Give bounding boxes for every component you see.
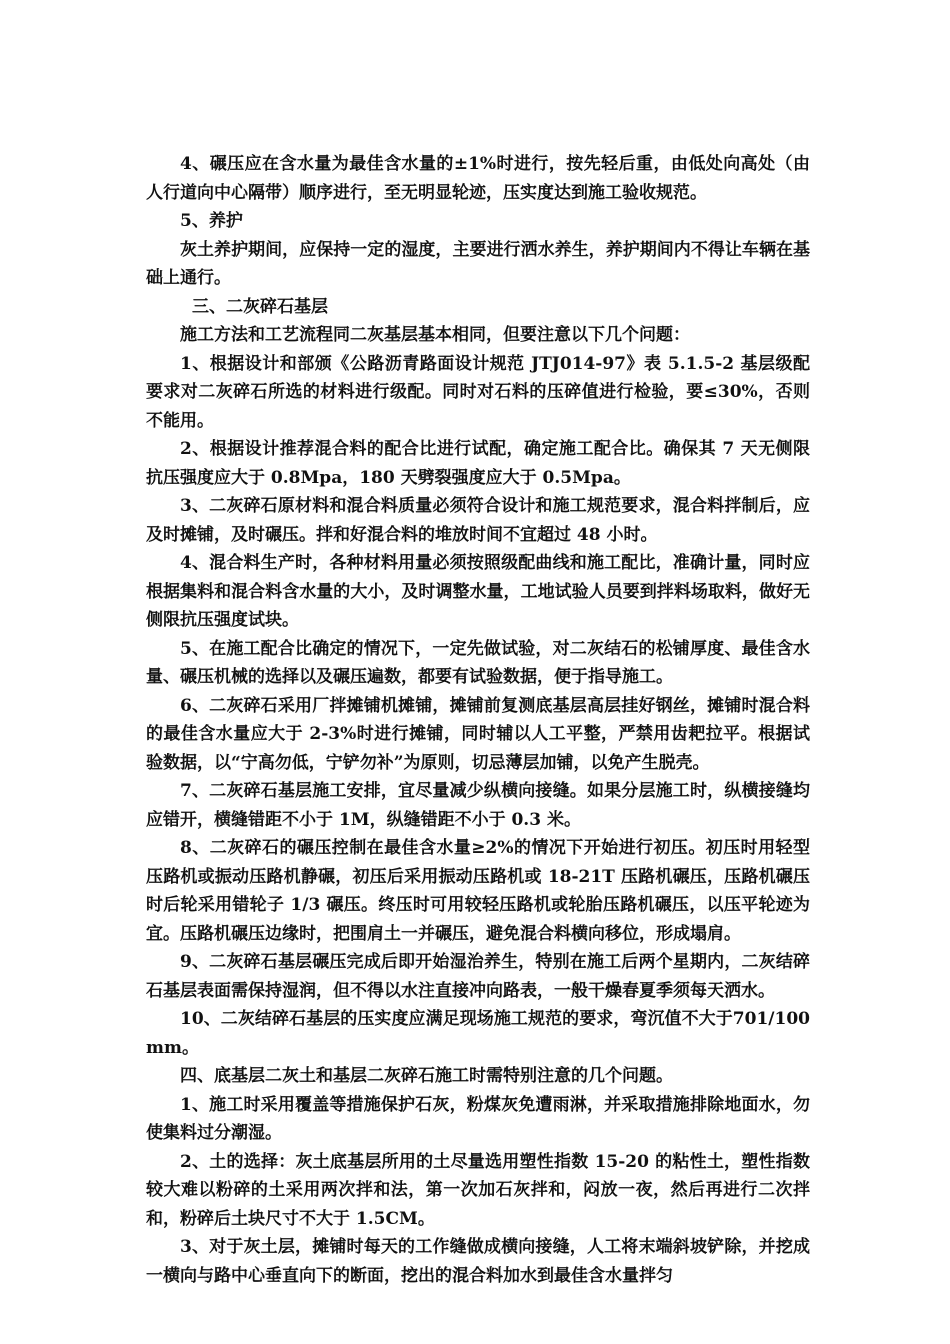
paragraph-note-1: 1、施工时采用覆盖等措施保护石灰，粉煤灰免遭雨淋，并采取措施排除地面水，勿使集料过分潮湿。 xyxy=(146,1094,810,1143)
document-body xyxy=(146,150,810,1290)
paragraph-curing: 灰土养护期间，应保持一定的湿度，主要进行洒水养生，养护期间内不得让车辆在基础上通行。 xyxy=(146,239,810,288)
paragraph-item-10: 10、二灰结碎石基层的压实度应满足现场施工规范的要求，弯沉值不大于701/100mm。 xyxy=(146,1009,810,1058)
paragraph-note-3: 3、对于灰土层，摊铺时每天的工作缝做成横向接缝，人工将末端斜坡铲除，并挖成一横向与路中心垂直向下的断面，挖出的混合料加水到最佳含水量拌匀 xyxy=(146,1237,810,1286)
paragraph-item-2: 2、根据设计推荐混合料的配合比进行试配，确定施工配合比。确保其 7 天无侧限抗压强度应大于 0.8Mpa，180 天劈裂强度应大于 0.5Mpa。 xyxy=(146,439,810,488)
paragraph-item-9: 9、二灰碎石基层碾压完成后即开始湿治养生，特别在施工后两个星期内，二灰结碎石基层表面需保持湿润，但不得以水注直接冲向路表，一般干燥春夏季须每天洒水。 xyxy=(146,952,810,1001)
section-heading-3: 三、二灰碎石基层 xyxy=(192,296,328,317)
paragraph-item-6: 6、二灰碎石采用厂拌摊铺机摊铺，摊铺前复测底基层高层挂好钢丝，摊铺时混合料的最佳含水量应大于 2-3%时进行摊铺，同时辅以人工平整，严禁用齿耙拉平。根据试验数据，以“宁高勿低，宁铲勿补”为原则，切忌薄层加铺，以免产生脱壳。 xyxy=(146,695,810,773)
paragraph-intro: 施工方法和工艺流程同二灰基层基本相同，但要注意以下几个问题： xyxy=(180,325,690,345)
paragraph-curing-heading: 5、养护 xyxy=(180,211,243,231)
paragraph-compaction-4: 4、碾压应在含水量为最佳含水量的±1%时进行，按先轻后重，由低处向高处（由人行道向中心隔带）顺序进行，至无明显轮迹，压实度达到施工验收规范。 xyxy=(146,154,810,203)
paragraph-item-4: 4、混合料生产时，各种材料用量必须按照级配曲线和施工配比，准确计量，同时应根据集料和混合料含水量的大小，及时调整水量，工地试验人员要到拌料场取料，做好无侧限抗压强度试块。 xyxy=(146,553,810,630)
paragraph-item-8: 8、二灰碎石的碾压控制在最佳含水量≥2%的情况下开始进行初压。初压时用轻型压路机或振动压路机静碾，初压后采用振动压路机或 18-21T 压路机碾压，压路机碾压时后轮采用错轮子 1/3 碾压。终压时可用较轻压路机或轮胎压路机碾压，以压平轮迹为宜。压路机碾压边缘时，把围肩土一并碾压，避免混合料横向移位，形成塌肩。 xyxy=(146,838,810,944)
paragraph-item-1: 1、根据设计和部颁《公路沥青路面设计规范 JTJ014-97》表 5.1.5-2 基层级配要求对二灰碎石所选的材料进行级配。同时对石料的压碎值进行检验，要≤30%，否则不能用。 xyxy=(146,353,810,431)
paragraph-item-3: 3、二灰碎石原材料和混合料质量必须符合设计和施工规范要求，混合料拌制后，应及时摊铺，及时碾压。拌和好混合料的堆放时间不宜超过 48 小时。 xyxy=(146,496,810,545)
paragraph-note-2: 2、土的选择：灰土底基层所用的土尽量选用塑性指数 15-20 的粘性土，塑性指数较大难以粉碎的土采用两次拌和法，第一次加石灰拌和，闷放一夜，然后再进行二次拌和，粉碎后土块尺寸不大于 1.5CM。 xyxy=(146,1151,810,1229)
section-heading-4: 四、底基层二灰土和基层二灰碎石施工时需特别注意的几个问题。 xyxy=(180,1066,673,1086)
paragraph-item-7: 7、二灰碎石基层施工安排，宜尽量减少纵横向接缝。如果分层施工时，纵横接缝均应错开，横缝错距不小于 1M，纵缝错距不小于 0.3 米。 xyxy=(146,781,810,830)
paragraph-item-5: 5、在施工配合比确定的情况下，一定先做试验，对二灰结石的松铺厚度、最佳含水量、碾压机械的选择以及碾压遍数，都要有试验数据，便于指导施工。 xyxy=(146,638,810,687)
